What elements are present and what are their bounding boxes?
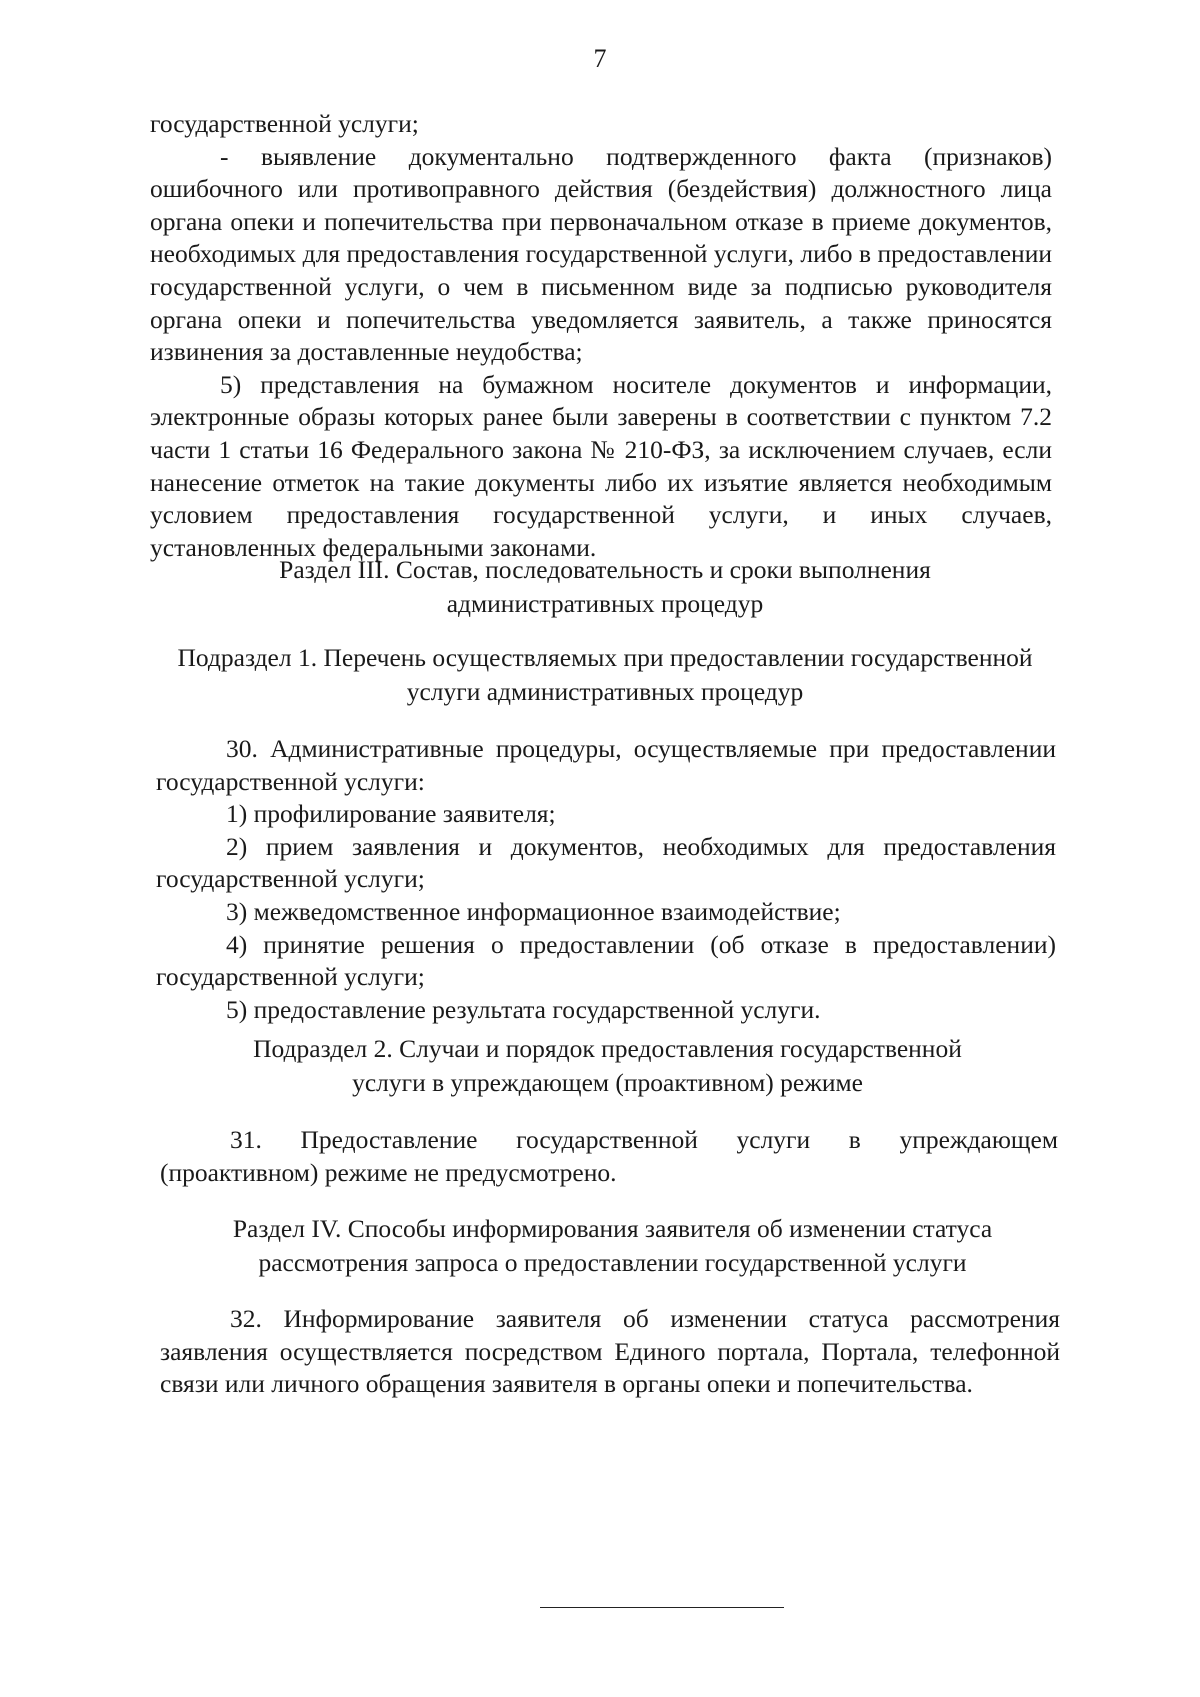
paragraph-32	[160, 1303, 1060, 1401]
subsection-2-heading-line-2: услуги в упреждающем (проактивном) режиме	[352, 1068, 863, 1097]
page-number: 7	[593, 44, 607, 73]
section-4-heading-line-1: Раздел IV. Способы информирования заявителя об изменении статуса	[232, 1214, 993, 1243]
section-4-heading	[155, 1212, 1070, 1280]
paragraph-32-text: 32. Информирование заявителя об изменении статуса рассмотрения заявления осуществляется посредством Единого портала, Портала, телефонной связи или личного обращения заявителя в органы опеки и попечительства.	[160, 1304, 1060, 1399]
section-4-heading-line-2: рассмотрения запроса о предоставлении государственной услуги	[258, 1248, 967, 1277]
section-3-heading-line-1: Раздел III. Состав, последовательность и сроки выполнения	[279, 555, 931, 584]
paragraph-31	[160, 1124, 1058, 1189]
section-3-heading-line-2: административных процедур	[446, 589, 764, 618]
subsection-2-heading	[150, 1032, 1065, 1100]
subsection-1-heading	[150, 641, 1060, 709]
subsection-1-heading-line-1: Подраздел 1. Перечень осуществляемых при предоставлении государственной	[177, 643, 1033, 672]
paragraph-30-intro: 30. Административные процедуры, осуществляемые при предоставлении государственной услуги:	[156, 734, 1056, 796]
item-5-paragraph: 5) представления на бумажном носителе документов и информации, электронные образы которых ранее были заверены в соответствии с пунктом 7.2 части 1 статьи 16 Федерального закона № 210-ФЗ, за исключением случаев, если нанесение отметок на такие документы либо их изъятие является необходимым условием предоставления государственной услуги, и иных случаев, установленных федеральными законами.	[150, 369, 1052, 562]
closing-rule	[540, 1607, 784, 1608]
paragraph-30-item: 1) профилирование заявителя;	[226, 799, 556, 829]
paragraph-30-item: 4) принятие решения о предоставлении (об отказе в предоставлении) государственной услуги;	[156, 929, 1056, 992]
paragraph-31-text: 31. Предоставление государственной услуги в упреждающем (проактивном) режиме не предусмотрено.	[160, 1125, 1058, 1187]
continuation-line: государственной услуги;	[150, 109, 419, 138]
dash-paragraph: - выявление документально подтвержденного факта (признаков) ошибочного или противоправного действия (бездействия) должностного лица органа опеки и попечительства при первоначальном отказе в приеме документов, необходимых для предоставления государственной услуги, либо в предоставлении государственной услуги, о чем в письменном виде за подписью руководителя органа опеки и попечительства уведомляется заявитель, а также приносятся извинения за доставленные неудобства;	[150, 141, 1052, 367]
paragraph-30-item: 5) предоставление результата государственной услуги.	[226, 994, 821, 1024]
section-3-heading	[150, 553, 1060, 621]
subsection-2-heading-line-1: Подраздел 2. Случаи и порядок предоставления государственной	[253, 1034, 962, 1063]
paragraph-30-item: 3) межведомственное информационное взаимодействие;	[226, 896, 841, 926]
paragraph-30	[156, 733, 1056, 1026]
subsection-1-heading-line-2: услуги административных процедур	[406, 677, 804, 706]
top-text-block	[150, 108, 1052, 564]
paragraph-30-item: 2) прием заявления и документов, необходимых для предоставления государственной услуги;	[156, 831, 1056, 894]
